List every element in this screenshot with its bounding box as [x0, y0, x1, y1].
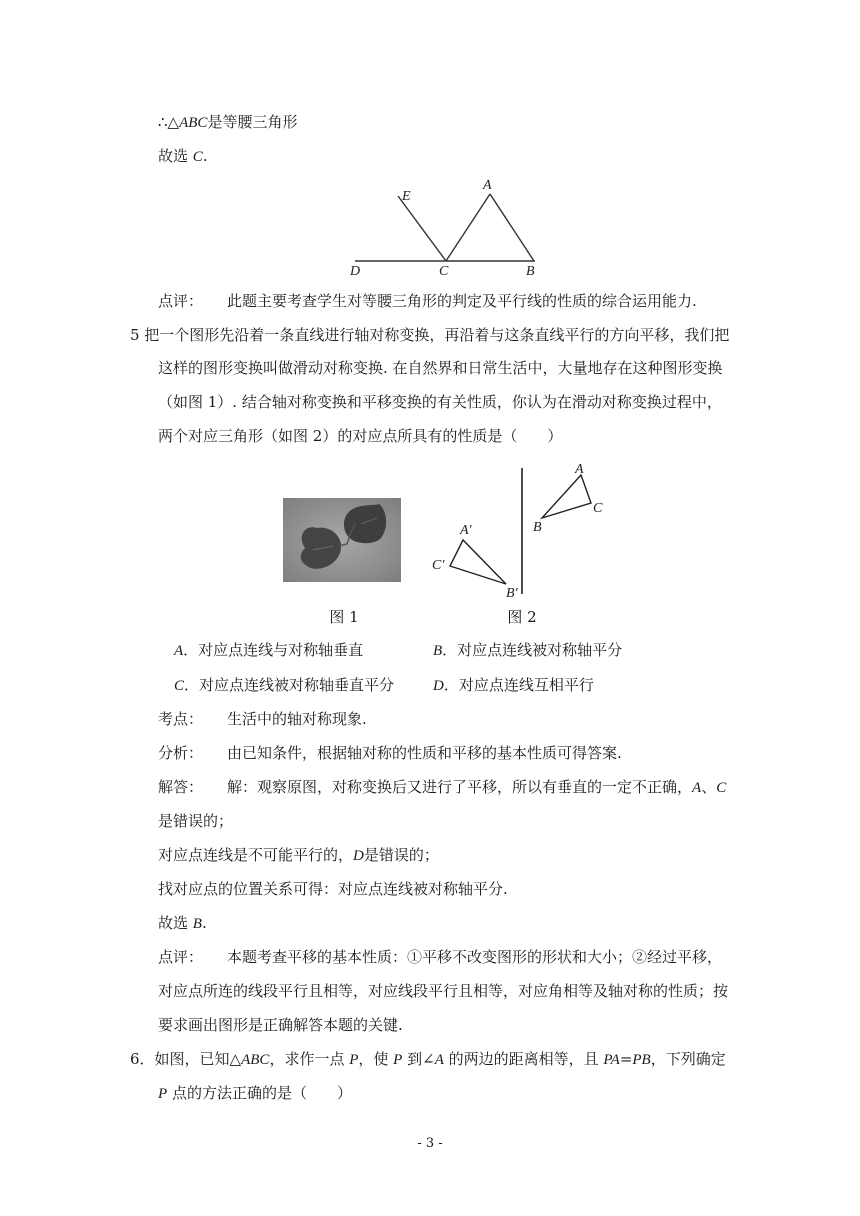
review-line-1 — [158, 947, 722, 967]
analysis-line — [158, 743, 622, 763]
review-line-3: 要求画出图形是正确解答本题的关键. — [158, 1016, 403, 1034]
knowledge-point-label: 考点： — [158, 710, 204, 728]
question-5-line-4: 两个对应三角形（如图 2）的对应点所具有的性质是（ ） — [158, 427, 563, 445]
question-5-line-3: （如图 1）. 结合轴对称变换和平移变换的有关性质，你认为在滑动对称变换过程中， — [158, 393, 722, 411]
q6-text-c: ，求作一点 — [269, 1050, 350, 1068]
label-D: D — [350, 264, 361, 279]
solution-3-text: 对应点连线是不可能平行的， — [158, 846, 354, 864]
isosceles-figure — [340, 172, 550, 280]
comment-label: 点评： — [158, 292, 204, 310]
review-label: 点评： — [158, 948, 204, 966]
q6-text-m: ，下列确定 — [650, 1050, 726, 1068]
option-a-text: ．对应点连线与对称轴垂直 — [183, 641, 364, 659]
solution-line-1 — [158, 777, 726, 798]
q6-text-e: ，使 — [358, 1050, 394, 1068]
analysis-label: 分析： — [158, 744, 204, 762]
comment-line — [158, 291, 697, 311]
answer-line — [158, 146, 208, 167]
solution-line-3 — [158, 845, 439, 866]
triangle-label: ABC — [179, 115, 208, 131]
option-b — [433, 640, 622, 661]
solution-label: 解答： — [158, 778, 204, 796]
option-a — [174, 640, 363, 661]
option-d-text: ．对应点连线互相平行 — [443, 676, 594, 694]
label-B: B — [526, 264, 535, 279]
page-number: - 3 - — [417, 1136, 443, 1151]
label-B-prime: B′ — [506, 586, 518, 601]
solution-text: 解：观察原图，对称变换后又进行了平移，所以有垂直的一定不正确， — [227, 778, 693, 796]
q6-triangle: ABC — [241, 1052, 270, 1068]
label-E: E — [402, 189, 411, 204]
question-6-line-2 — [158, 1083, 352, 1104]
q6-point-p-2: P — [393, 1052, 403, 1068]
label-A: A — [575, 462, 584, 477]
q6-text-end: 点的方法正确的是（ ） — [167, 1084, 352, 1102]
option-b-text: ．对应点连线被对称轴平分 — [442, 641, 623, 659]
figure-1-caption: 图 1 — [329, 608, 359, 626]
solution-answer-letter: B — [192, 916, 202, 932]
option-b-key: B — [433, 643, 443, 659]
review-line-2: 对应点所连的线段平行且相等，对应线段平行且相等，对应角相等及轴对称的性质；按 — [158, 982, 729, 1000]
q6-point-p: P — [349, 1052, 359, 1068]
solution-answer-prefix: 故选 — [158, 914, 193, 932]
answer-suffix: . — [202, 147, 208, 165]
solution-letter-a: A — [692, 780, 702, 796]
option-a-key: A — [174, 643, 184, 659]
q6-point-p-3: P — [158, 1086, 168, 1102]
solution-line-2: 是错误的； — [158, 812, 234, 830]
option-c-text: ．对应点连线被对称轴垂直平分 — [184, 676, 395, 694]
q6-pa: PA — [603, 1052, 620, 1068]
q6-text-a: 6．如图，已知△ — [130, 1050, 242, 1068]
solution-letter-c: C — [716, 780, 727, 796]
label-C: C — [439, 264, 449, 279]
question-5-line-2: 这样的图形变换叫做滑动对称变换. 在自然界和日常生活中，大量地存在这种图形变换 — [158, 359, 723, 377]
question-6-line-1 — [130, 1049, 726, 1070]
question-5-line-1: 5 把一个图形先沿着一条直线进行轴对称变换，再沿着与这条直线平行的方向平移，我们把 — [130, 326, 730, 344]
q6-pb: PB — [632, 1052, 651, 1068]
conclusion-line — [158, 112, 297, 133]
answer-letter: C — [192, 149, 203, 165]
solution-letter-d: D — [353, 848, 364, 864]
option-d-key: D — [433, 678, 444, 694]
glide-reflection-figure — [430, 460, 620, 602]
q6-text-i: 的两边的距离相等，且 — [443, 1050, 604, 1068]
label-C-prime: C′ — [432, 558, 445, 573]
comment-text: 此题主要考查学生对等腰三角形的判定及平行线的性质的综合运用能力. — [227, 292, 697, 310]
therefore-text: ∴△ — [158, 113, 180, 131]
option-c — [174, 675, 394, 696]
solution-answer-line — [158, 913, 207, 934]
figure-2-caption: 图 2 — [507, 608, 537, 626]
analysis-text: 由已知条件，根据轴对称的性质和平移的基本性质可得答案. — [227, 744, 622, 762]
option-c-key: C — [174, 678, 185, 694]
knowledge-point-text: 生活中的轴对称现象. — [227, 710, 367, 728]
label-A-prime: A′ — [460, 523, 472, 538]
q6-text-g: 到∠ — [402, 1050, 435, 1068]
solution-line-4: 找对应点的位置关系可得：对应点连线被对称轴平分. — [158, 880, 508, 898]
leaf-photo — [283, 498, 401, 582]
solution-answer-suffix: . — [201, 914, 207, 932]
answer-prefix: 故选 — [158, 147, 193, 165]
solution-3-suffix: 是错误的； — [363, 846, 439, 864]
q6-angle-a: A — [434, 1052, 444, 1068]
review-text: 本题考查平移的基本性质：①平移不改变图形的形状和大小；②经过平移， — [227, 948, 723, 966]
label-C: C — [593, 501, 603, 516]
knowledge-point-line — [158, 709, 367, 729]
solution-separator: 、 — [701, 778, 717, 796]
conclusion-text: 是等腰三角形 — [207, 113, 298, 131]
label-A: A — [483, 178, 492, 193]
option-d — [433, 675, 594, 696]
q6-equals: = — [619, 1050, 633, 1068]
label-B: B — [533, 520, 542, 535]
